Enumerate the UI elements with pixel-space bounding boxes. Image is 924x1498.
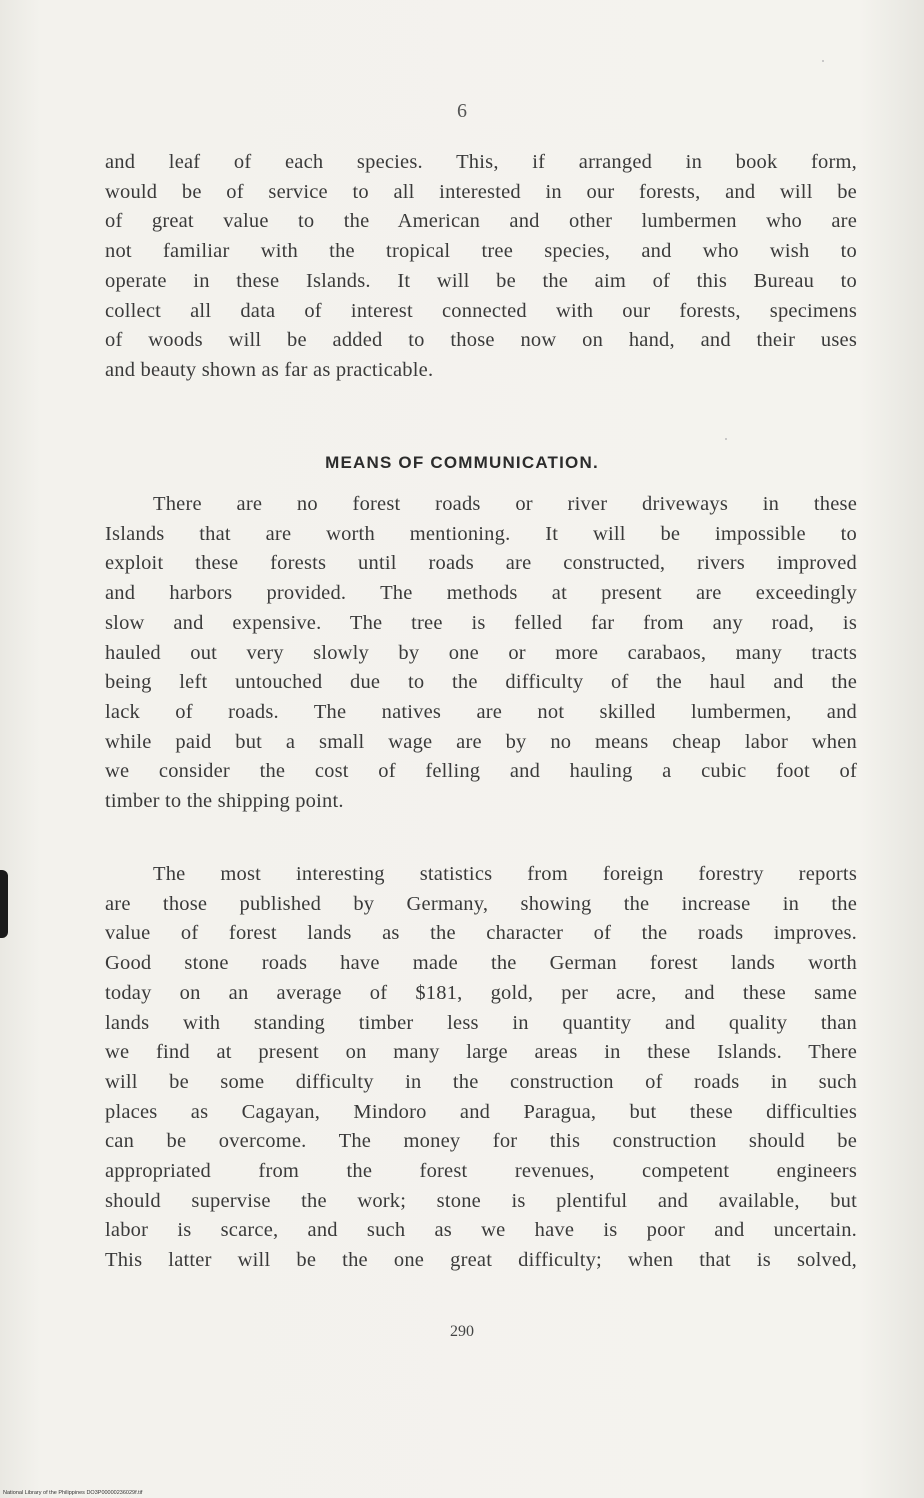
- text-line: while paid but a small wage are by no means cheap labor when: [105, 730, 857, 753]
- paragraph-1: [105, 148, 857, 386]
- text-line: can be overcome. The money for this construction should be: [105, 1130, 857, 1153]
- text-line: and beauty shown as far as practicable.: [105, 358, 434, 381]
- text-line: we find at present on many large areas in these Islands. There: [105, 1041, 857, 1064]
- text-line: timber to the shipping point.: [105, 790, 344, 813]
- text-line: Islands that are worth mentioning. It will be impossible to: [105, 522, 857, 545]
- text-line: places as Cagayan, Mindoro and Paragua, but these difficulties: [105, 1100, 857, 1123]
- text-line: today on an average of $181, gold, per acre, and these same: [105, 981, 857, 1004]
- text-line: of great value to the American and other lumbermen who are: [105, 210, 857, 233]
- section-heading: MEANS OF COMMUNICATION.: [325, 453, 599, 472]
- text-line: labor is scarce, and such as we have is poor and uncertain.: [105, 1219, 857, 1242]
- text-line: value of forest lands as the character of the roads improves.: [105, 922, 857, 945]
- text-line: There are no forest roads or river driveways in these: [153, 493, 857, 515]
- binding-shadow: [0, 870, 8, 938]
- text-line: and leaf of each species. This, if arranged in book form,: [105, 151, 857, 173]
- text-line: hauled out very slowly by one or more carabaos, many tracts: [105, 641, 857, 664]
- text-line: being left untouched due to the difficulty of the haul and the: [105, 671, 857, 694]
- text-line: collect all data of interest connected with our forests, specimens: [105, 299, 857, 322]
- text-line: will be some difficulty in the construction of roads in such: [105, 1070, 857, 1093]
- text-line: This latter will be the one great difficulty; when that is solved,: [105, 1249, 857, 1272]
- text-line: and harbors provided. The methods at present are exceedingly: [105, 582, 857, 605]
- paragraph-3: [105, 860, 857, 1276]
- page-number-bottom: 290: [450, 1323, 474, 1340]
- text-line: Good stone roads have made the German forest lands worth: [105, 952, 857, 975]
- text-line: lands with standing timber less in quantity and quality than: [105, 1011, 857, 1034]
- text-line: operate in these Islands. It will be the aim of this Bureau to: [105, 269, 857, 292]
- text-line: not familiar with the tropical tree species, and who wish to: [105, 240, 857, 263]
- text-line: are those published by Germany, showing the increase in the: [105, 892, 857, 915]
- text-line: we consider the cost of felling and hauling a cubic foot of: [105, 760, 857, 783]
- scan-speck: [725, 438, 727, 440]
- paragraph-2: [105, 490, 857, 817]
- text-line: slow and expensive. The tree is felled far from any road, is: [105, 611, 857, 634]
- text-line: exploit these forests until roads are constructed, rivers improved: [105, 552, 857, 575]
- text-line: lack of roads. The natives are not skilled lumbermen, and: [105, 700, 857, 723]
- text-line: should supervise the work; stone is plentiful and available, but: [105, 1189, 857, 1212]
- page-number-top: 6: [457, 100, 467, 122]
- scan-footer-label: National Library of the Philippines DO3P00000236029f.tif: [3, 1490, 143, 1496]
- text-line: of woods will be added to those now on hand, and their uses: [105, 329, 857, 352]
- text-line: would be of service to all interested in our forests, and will be: [105, 180, 857, 203]
- scan-speck: [822, 60, 824, 62]
- text-line: appropriated from the forest revenues, competent engineers: [105, 1160, 857, 1183]
- text-line: The most interesting statistics from foreign forestry reports: [153, 863, 857, 885]
